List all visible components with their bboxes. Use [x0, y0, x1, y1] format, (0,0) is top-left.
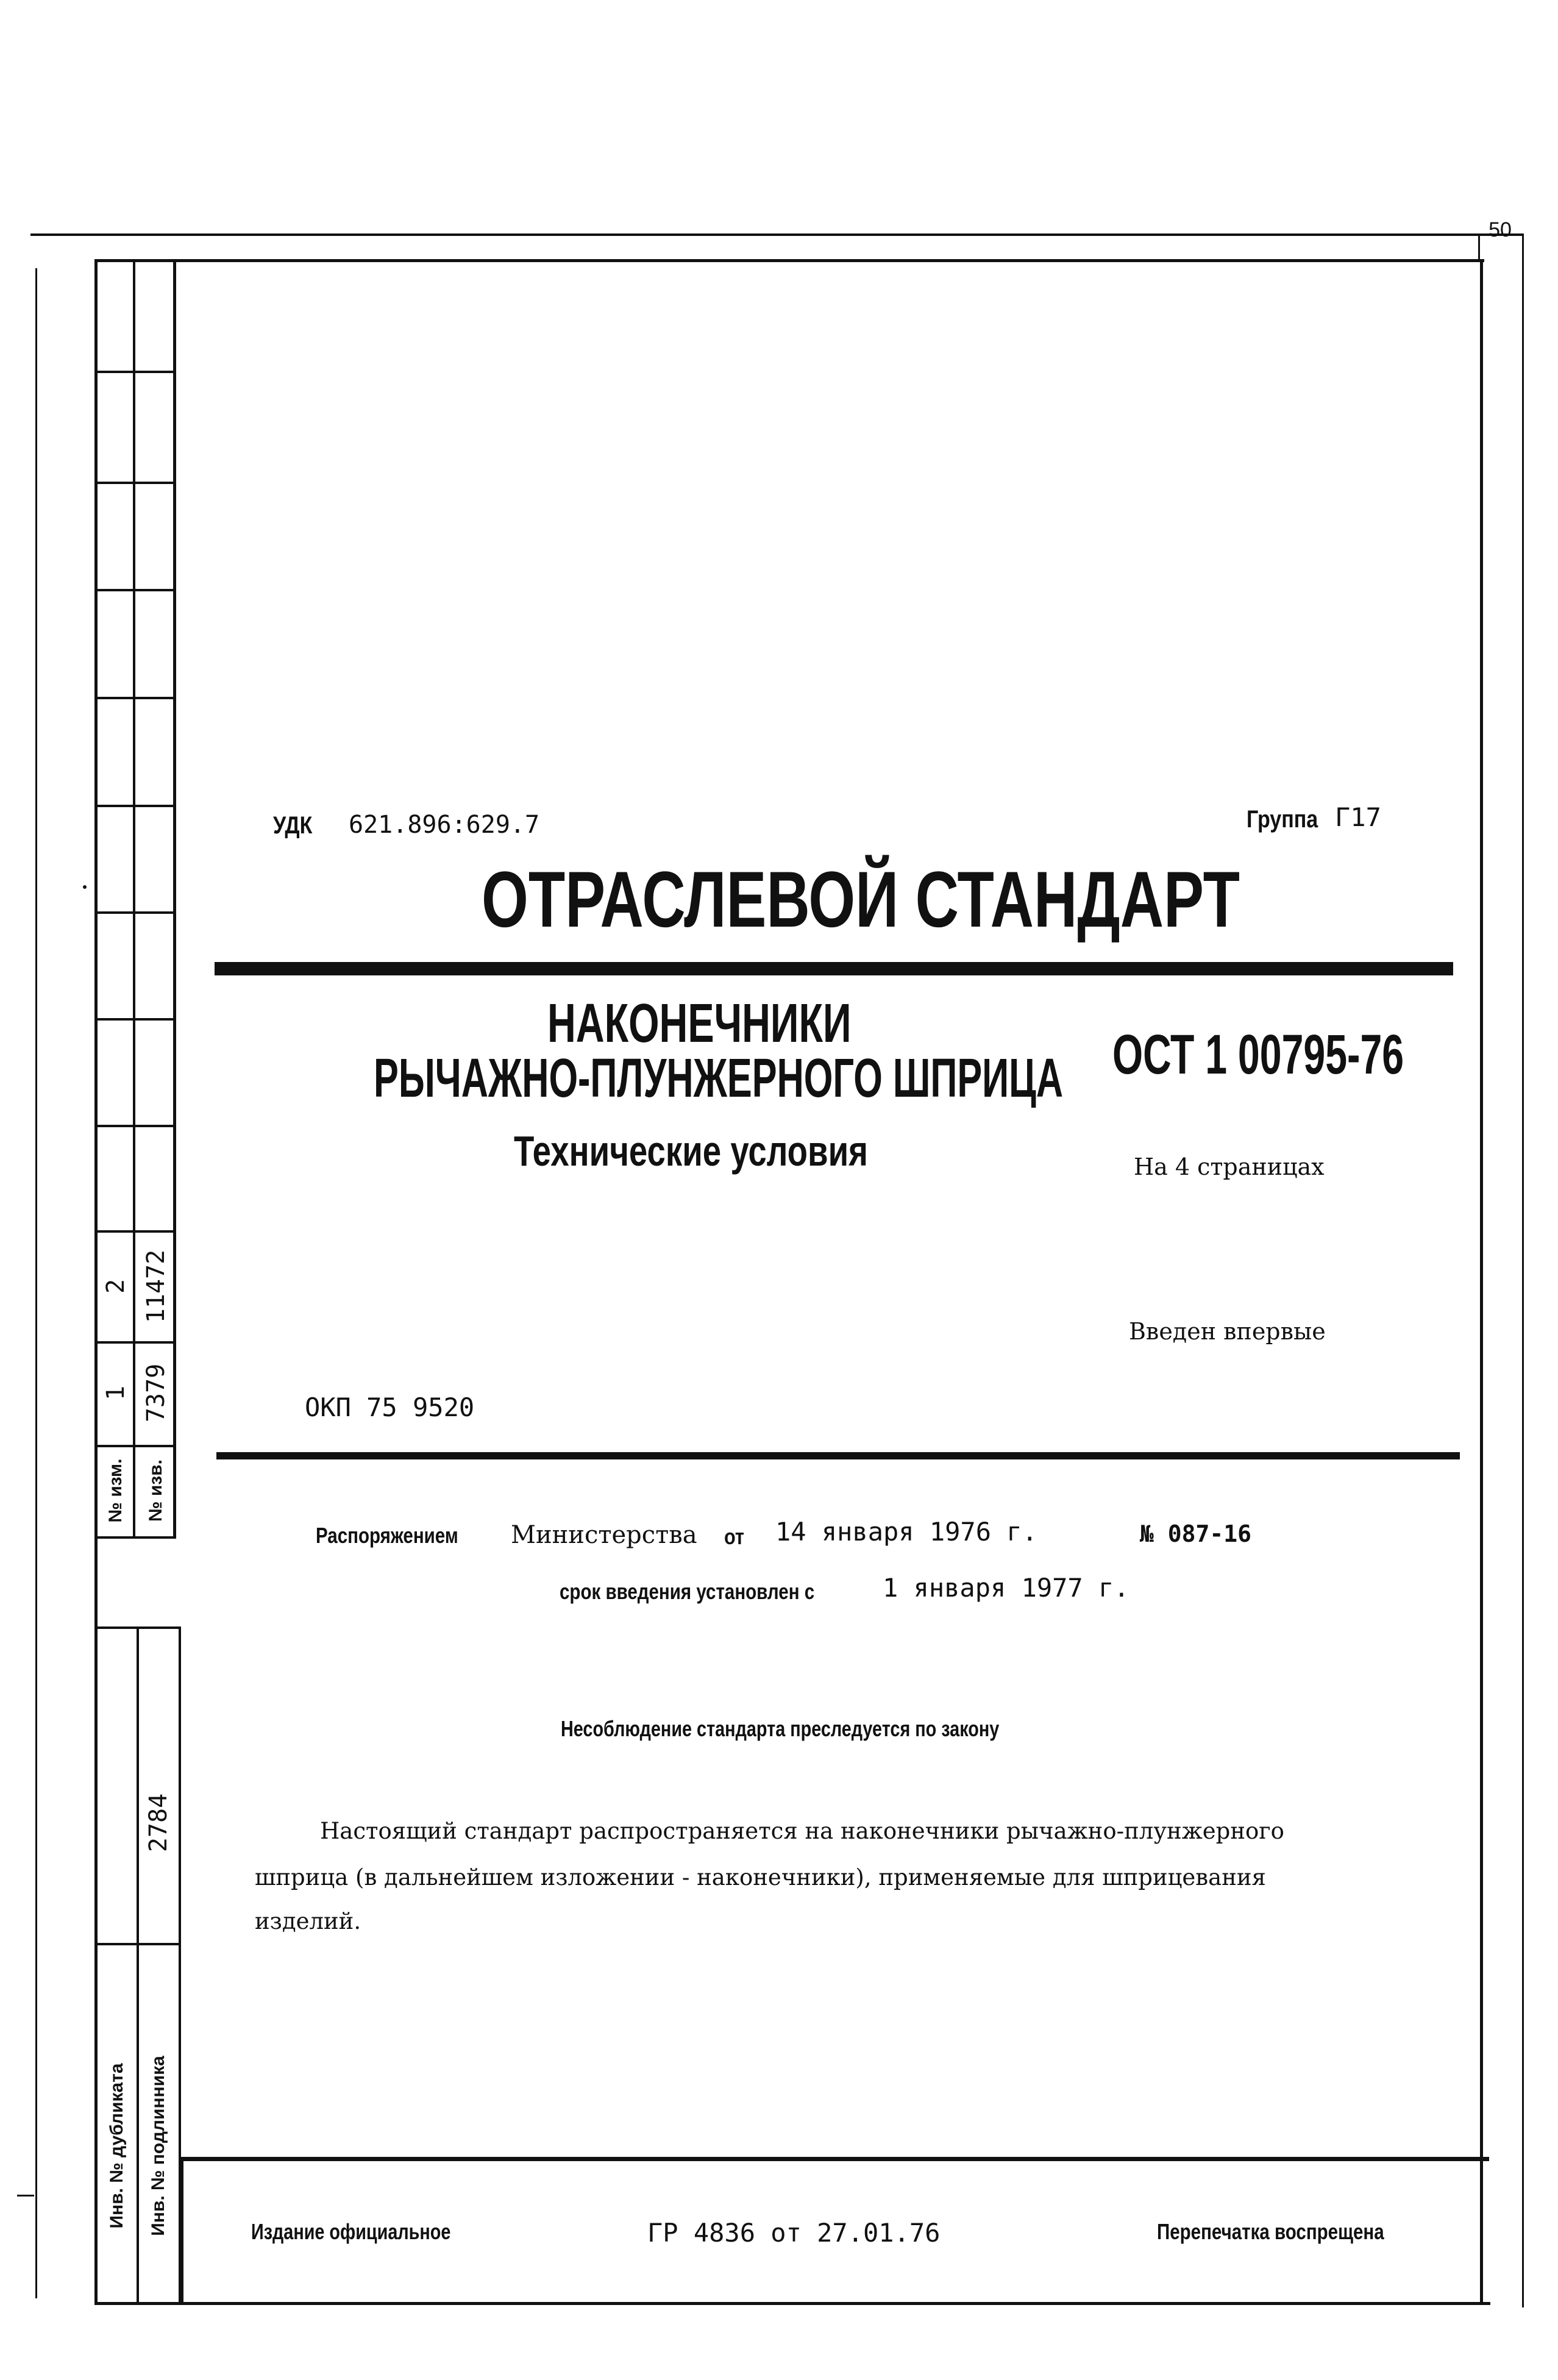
side-row-line — [94, 697, 176, 699]
duplicate-inventory-label: Инв. № дубликата — [107, 2063, 127, 2229]
side-row-line — [94, 1445, 176, 1447]
header-title: ОТРАСЛЕВОЙ СТАНДАРТ — [482, 855, 1240, 944]
original-inventory-value: 2784 — [144, 1793, 173, 1853]
side-row-line — [94, 1230, 176, 1233]
frame-bottom — [94, 2302, 1490, 2305]
footer-left-edge — [181, 2157, 183, 2303]
effective-date: 1 января 1977 г. — [883, 1573, 1129, 1603]
original-inventory-label: Инв. № подлинника — [148, 2056, 168, 2236]
footer-rule — [183, 2157, 1489, 2161]
top-rule — [30, 233, 1524, 236]
title-line-1: НАКОНЕЧНИКИ — [547, 993, 852, 1054]
decree-from: от — [724, 1524, 744, 1549]
side-row-line — [94, 482, 176, 484]
side-table-bottom — [94, 1536, 176, 1539]
decree-ministry: Министерства — [511, 1521, 697, 1549]
law-notice: Несоблюдение стандарта преследуется по закону — [561, 1716, 1000, 1741]
scope-line-1: Настоящий стандарт распространяется на наконечники рычажно-плунжерного — [320, 1818, 1284, 1844]
side-col-2 — [173, 262, 176, 1536]
side-row-line — [94, 371, 176, 373]
side-row-line — [94, 911, 176, 914]
scope-line-2: шприца (в дальнейшем изложении - наконечники), применяемые для шприцевания — [255, 1864, 1266, 1890]
title-line-2: РЫЧАЖНО-ПЛУНЖЕРНОГО ШПРИЦА — [374, 1048, 1064, 1109]
udk-label: УДК — [273, 812, 313, 839]
side-col-1 — [133, 262, 135, 1536]
okp-rule — [216, 1452, 1460, 1459]
side2-divider — [94, 1943, 181, 1945]
effective-label: срок введения установлен с — [560, 1579, 815, 1604]
frame-top — [94, 259, 1484, 262]
introduced-note: Введен впервые — [1129, 1318, 1326, 1345]
decree-date: 14 января 1976 г. — [775, 1517, 1037, 1547]
pages-note: На 4 страницах — [1134, 1153, 1325, 1180]
outer-left-rule — [35, 268, 37, 2298]
side-row-line — [94, 589, 176, 591]
side-row-line — [94, 805, 176, 807]
group-label: Группа — [1247, 806, 1318, 833]
notice-number-label: № изв. — [146, 1459, 166, 1522]
decree-label: Распоряжением — [316, 1523, 458, 1548]
side-row-line — [94, 1018, 176, 1021]
okp-code: ОКП 75 9520 — [305, 1392, 475, 1422]
left-tick-mark — [17, 2195, 34, 2197]
change-number-label: № изм. — [105, 1458, 126, 1523]
ost-number: ОСТ 1 00795-76 — [1112, 1024, 1404, 1086]
frame-left — [94, 259, 98, 2305]
udk-value: 621.896:629.7 — [349, 811, 540, 839]
scope-line-3: изделий. — [255, 1908, 361, 1934]
frame-right — [1480, 259, 1483, 2305]
footer-left: Издание официальное — [251, 2219, 451, 2244]
side-row-line — [94, 1125, 176, 1127]
side-row-line — [94, 1341, 176, 1344]
notice-number-1: 7379 — [142, 1363, 170, 1423]
change-number-2: 2 — [102, 1278, 130, 1294]
decree-number: № 087-16 — [1140, 1520, 1252, 1547]
left-dot-mark — [83, 885, 87, 889]
side2-col — [137, 1626, 139, 2303]
page-number: 50 — [1489, 218, 1512, 241]
change-number-1: 1 — [102, 1385, 130, 1401]
title-thick-rule — [215, 962, 1453, 975]
outer-right-rule — [1522, 235, 1524, 2307]
footer-right: Перепечатка воспрещена — [1157, 2219, 1384, 2244]
subtitle: Технические условия — [514, 1127, 869, 1175]
group-value: Г17 — [1335, 802, 1381, 832]
footer-center: ГР 4836 от 27.01.76 — [647, 2218, 941, 2248]
notice-number-2: 11472 — [142, 1249, 170, 1324]
